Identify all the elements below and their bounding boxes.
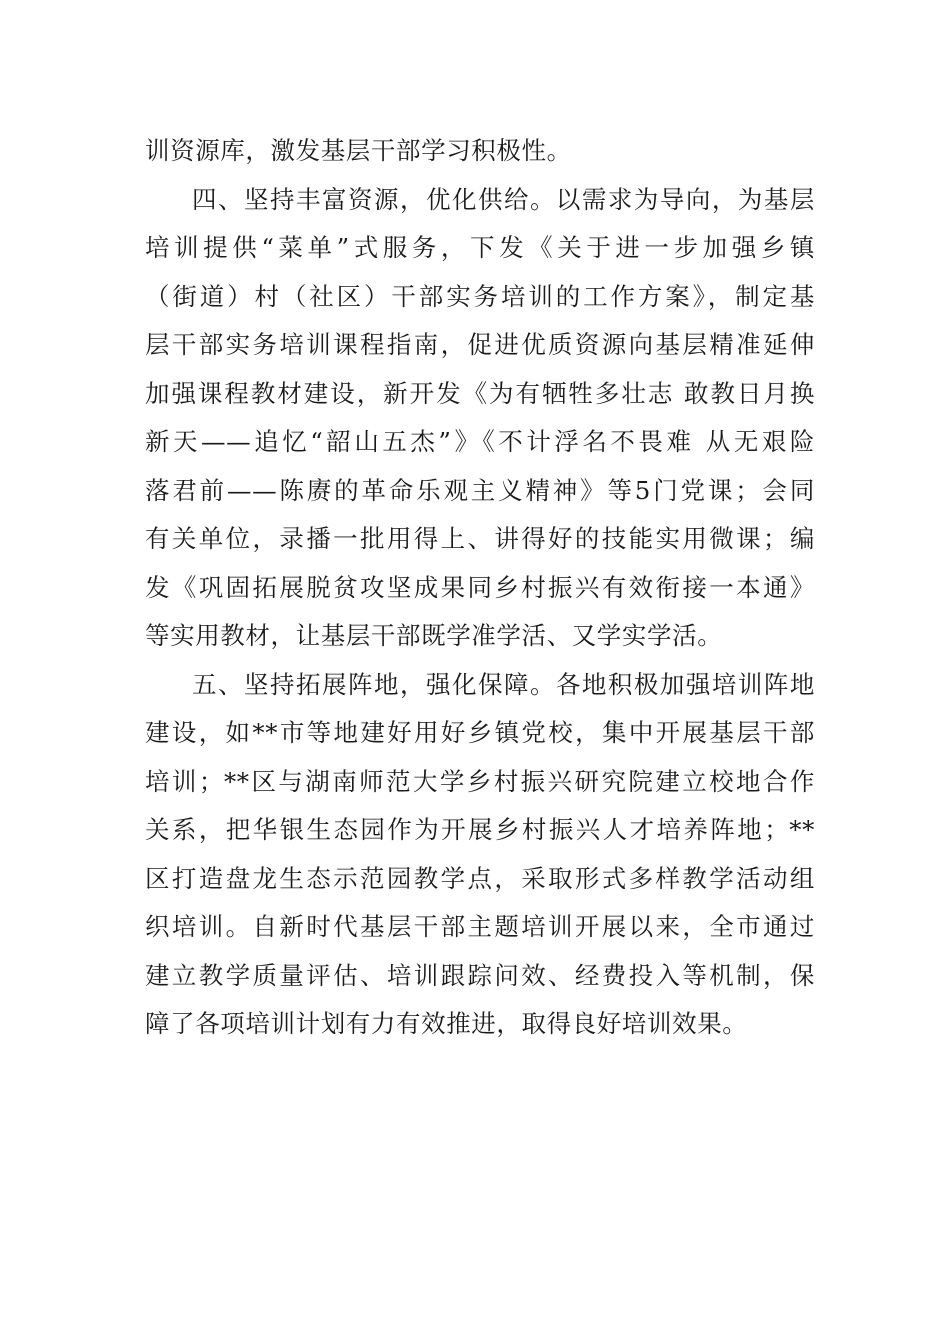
paragraph-start-line: 四、坚持丰富资源，优化供给。以需求为导向，为基层 (192, 184, 815, 214)
text-line: 发《巩固拓展脱贫攻坚成果同乡村振兴有效衔接一本通》 (145, 572, 815, 602)
text-line: 等实用教材，让基层干部既学准学活、又学实学活。 (145, 621, 723, 650)
text-line: 新天——追忆“韶山五杰”》《不计浮名不畏难 从无艰险 (145, 427, 815, 456)
document-body (145, 127, 815, 1049)
text-line: 关系，把华银生态园作为开展乡村振兴人才培养阵地；** (145, 815, 815, 844)
paragraph-start-line: 五、坚持拓展阵地，强化保障。各地积极加强培训阵地 (192, 669, 815, 699)
text-line: 训资源库，激发基层干部学习积极性。 (145, 136, 572, 165)
text-line: 层干部实务培训课程指南，促进优质资源向基层精准延伸 (145, 330, 815, 359)
text-line: 加强课程教材建设，新开发《为有牺牲多壮志 敢教日月换 (145, 378, 815, 408)
text-line: （街道）村（社区）干部实务培训的工作方案》，制定基 (145, 281, 815, 311)
text-line: 建立教学质量评估、培训跟踪问效、经费投入等机制，保 (145, 960, 815, 990)
text-line: 建设，如**市等地建好用好乡镇党校，集中开展基层干部 (145, 718, 815, 747)
text-line: 区打造盘龙生态示范园教学点，采取形式多样教学活动组 (145, 863, 815, 893)
text-line: 培训提供“菜单”式服务，下发《关于进一步加强乡镇 (145, 233, 815, 262)
text-line: 织培训。自新时代基层干部主题培训开展以来，全市通过 (145, 912, 815, 941)
text-line: 落君前——陈赓的革命乐观主义精神》等5门党课；会同 (145, 475, 815, 505)
text-line: 培训；**区与湖南师范大学乡村振兴研究院建立校地合作 (145, 766, 815, 796)
text-line: 障了各项培训计划有力有效推进，取得良好培训效果。 (145, 1009, 748, 1038)
text-line: 有关单位，录播一批用得上、讲得好的技能实用微课；编 (145, 524, 815, 553)
